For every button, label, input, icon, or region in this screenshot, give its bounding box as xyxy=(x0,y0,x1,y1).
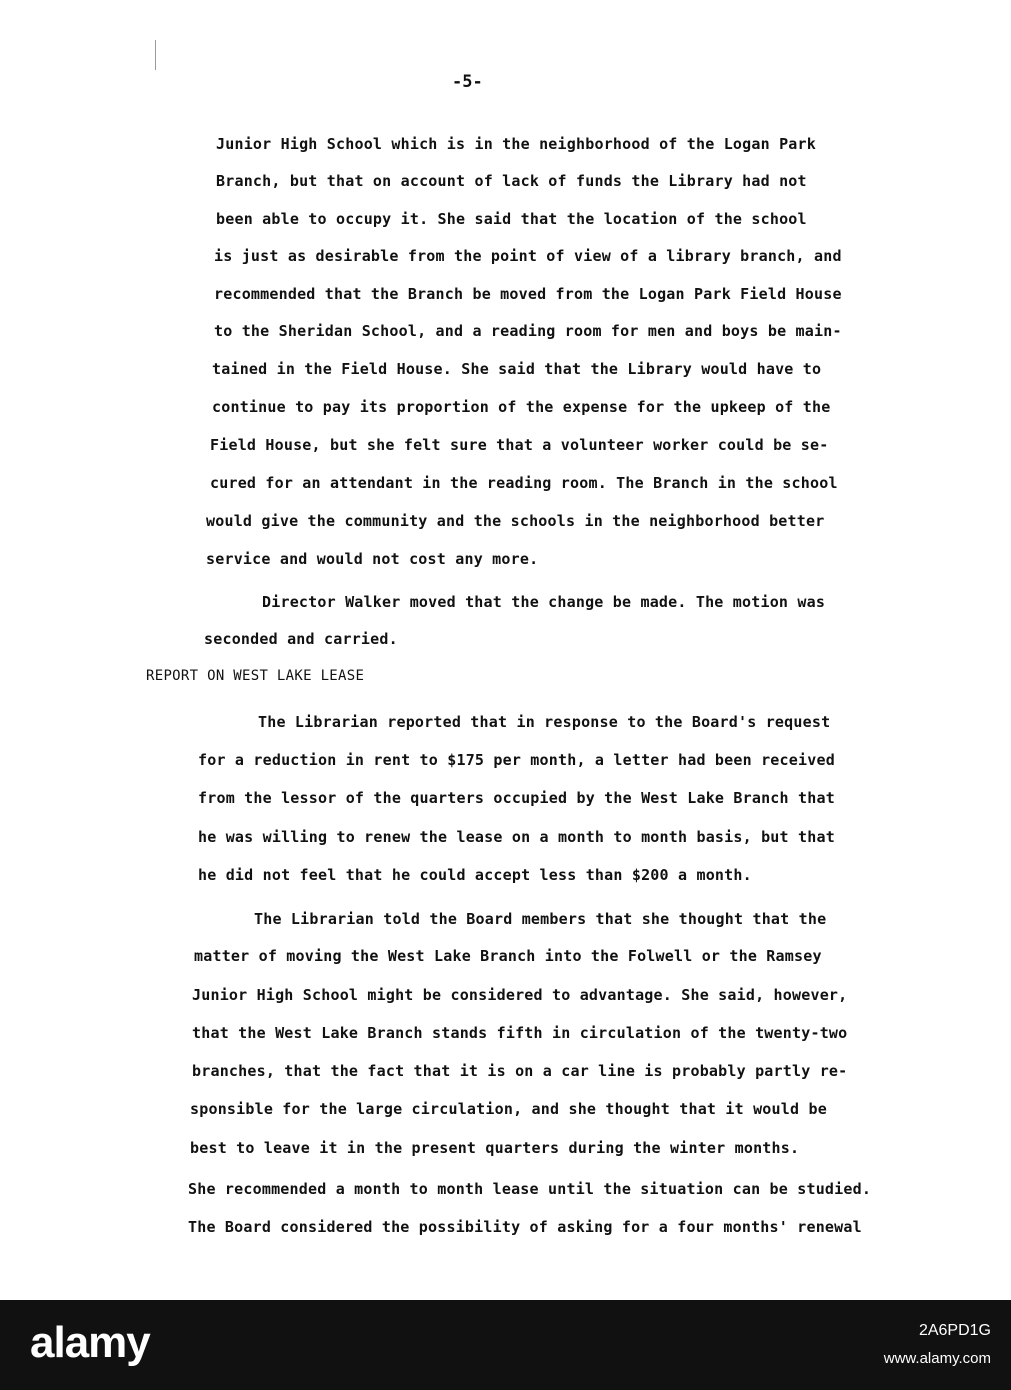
text-line: branches, that the fact that it is on a car line is probably partly re- xyxy=(192,1062,848,1080)
text-line: tained in the Field House. She said that the Library would have to xyxy=(212,360,822,378)
image-id: 2A6PD1G xyxy=(918,1322,991,1339)
site-url: www.alamy.com xyxy=(883,1350,991,1367)
text-line: Junior High School might be considered to advantage. She said, however, xyxy=(192,986,848,1004)
text-line: Director Walker moved that the change be made. The motion was xyxy=(262,593,826,611)
text-line: Branch, but that on account of lack of funds the Library had not xyxy=(216,172,807,190)
text-line: matter of moving the West Lake Branch into the Folwell or the Ramsey xyxy=(194,947,822,965)
text-line: best to leave it in the present quarters during the winter months. xyxy=(190,1139,800,1157)
watermark-footer xyxy=(0,1300,1011,1390)
text-line: that the West Lake Branch stands fifth in circulation of the twenty-two xyxy=(192,1024,848,1042)
text-line: for a reduction in rent to $175 per month, a letter had been received xyxy=(198,751,835,769)
section-heading: REPORT ON WEST LAKE LEASE xyxy=(146,668,365,684)
alamy-logo: alamy xyxy=(30,1318,150,1367)
page-number: -5- xyxy=(452,72,483,92)
text-line: She recommended a month to month lease until the situation can be studied. xyxy=(188,1180,872,1198)
text-line: The Librarian reported that in response to the Board's request xyxy=(258,713,831,731)
text-line: service and would not cost any more. xyxy=(206,550,539,568)
text-line: would give the community and the schools in the neighborhood better xyxy=(206,512,825,530)
text-line: he was willing to renew the lease on a month to month basis, but that xyxy=(198,828,835,846)
text-line: to the Sheridan School, and a reading room for men and boys be main- xyxy=(214,322,842,340)
text-line: The Board considered the possibility of asking for a four months' renewal xyxy=(188,1218,862,1236)
text-line: been able to occupy it. She said that the location of the school xyxy=(216,210,807,228)
text-line: is just as desirable from the point of view of a library branch, and xyxy=(214,247,842,265)
text-line: seconded and carried. xyxy=(204,630,398,648)
text-line: Field House, but she felt sure that a volunteer worker could be se- xyxy=(210,436,829,454)
text-line: cured for an attendant in the reading room. The Branch in the school xyxy=(210,474,838,492)
text-line: The Librarian told the Board members that she thought that the xyxy=(254,910,827,928)
text-line: he did not feel that he could accept less than $200 a month. xyxy=(198,866,752,884)
text-line: from the lessor of the quarters occupied by the West Lake Branch that xyxy=(198,789,835,807)
margin-mark xyxy=(155,40,156,70)
text-line: Junior High School which is in the neighborhood of the Logan Park xyxy=(216,135,816,153)
text-line: continue to pay its proportion of the expense for the upkeep of the xyxy=(212,398,831,416)
text-line: recommended that the Branch be moved from the Logan Park Field House xyxy=(214,285,842,303)
text-line: sponsible for the large circulation, and she thought that it would be xyxy=(190,1100,827,1118)
